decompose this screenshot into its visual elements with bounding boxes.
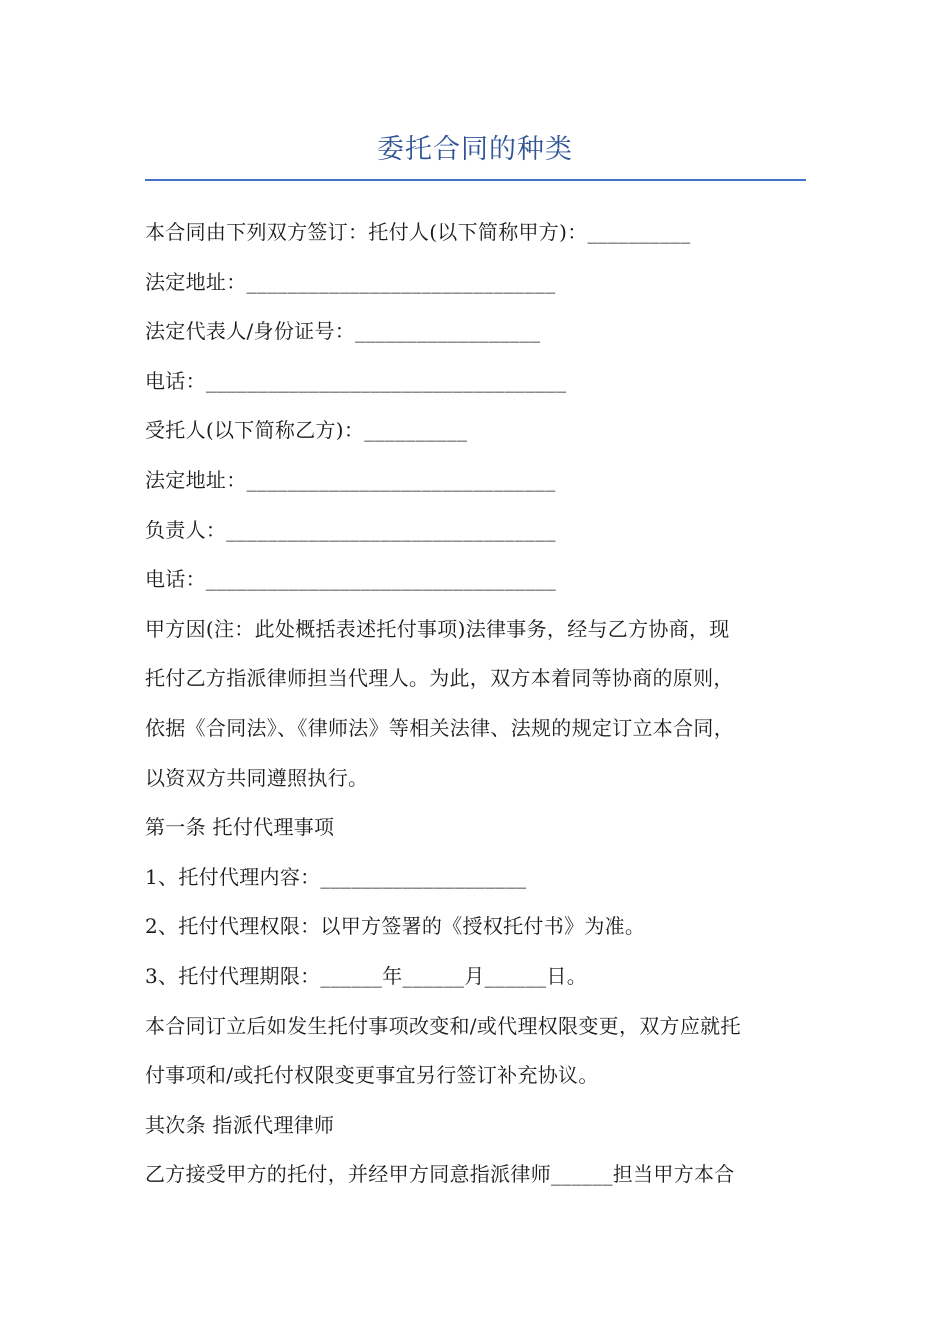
article-heading: 第一条 托付代理事项 (145, 815, 335, 840)
document-title: 委托合同的种类 (377, 134, 573, 165)
title-underline (145, 179, 806, 181)
paragraph-line: 甲方因(注：此处概括表述托付事项)法律事务，经与乙方协商，现 (145, 616, 730, 641)
paragraph-line: 付事项和/或托付权限变更事宜另行签订补充协议。 (145, 1063, 599, 1088)
clause-line: 3、托付代理期限：______年______月______日。 (145, 963, 588, 988)
paragraph-line: 乙方接受甲方的托付，并经甲方同意指派律师______担当甲方本合 (145, 1162, 735, 1187)
party-a-phone-line: 电话：___________________________________ (145, 368, 567, 393)
paragraph-line: 以资双方共同遵照执行。 (145, 765, 369, 790)
clause-line: 2、托付代理权限：以甲方签署的《授权托付书》为准。 (145, 914, 646, 939)
party-b-address-line: 法定地址：______________________________ (145, 467, 556, 492)
party-a-representative-line: 法定代表人/身份证号：__________________ (145, 319, 541, 344)
paragraph-line: 托付乙方指派律师担当代理人。为此，双方本着同等协商的原则， (145, 666, 734, 691)
party-b-line: 受托人(以下简称乙方)：__________ (145, 418, 468, 443)
party-b-responsible-line: 负责人：________________________________ (145, 517, 556, 542)
party-b-phone-line: 电话：__________________________________ (145, 567, 557, 592)
party-a-line: 本合同由下列双方签订：托付人(以下简称甲方)：__________ (145, 220, 691, 244)
clause-line: 1、托付代理内容：____________________ (145, 864, 527, 889)
document-body (145, 208, 825, 1200)
party-a-address-line: 法定地址：______________________________ (145, 269, 556, 294)
paragraph-line: 依据《合同法》、《律师法》等相关法律、法规的规定订立本合同， (145, 715, 734, 740)
paragraph-line: 本合同订立后如发生托付事项改变和/或代理权限变更，双方应就托 (145, 1013, 741, 1038)
article-heading: 其次条 指派代理律师 (145, 1112, 335, 1137)
